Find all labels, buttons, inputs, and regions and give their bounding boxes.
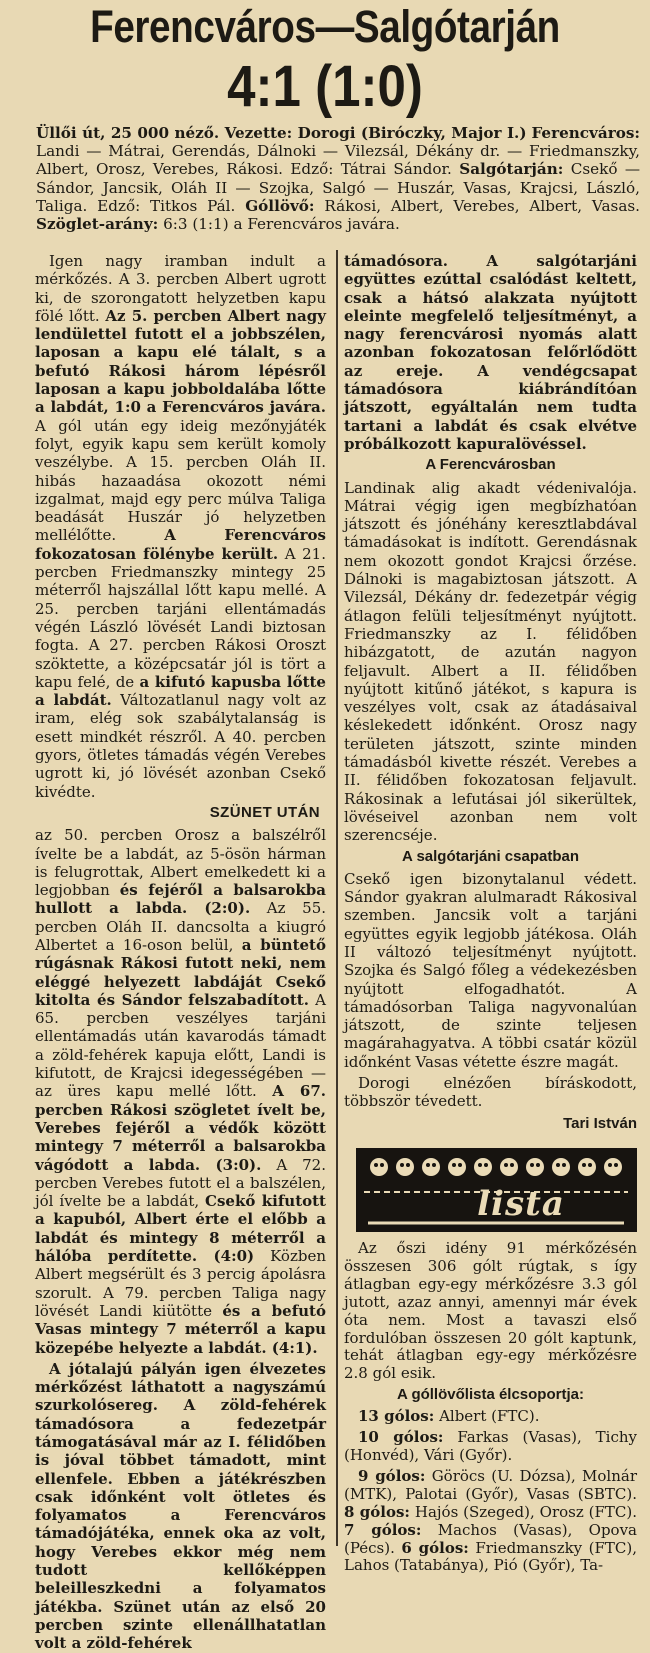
paragraph	[35, 826, 326, 1357]
sbtc-label: Salgótarján:	[459, 160, 564, 179]
text-run: Igen nagy iramban indult a mérkőzés. A 3. percben Albert ugrott ki, de szorongatott helyzetben kapu fölé lőtt.	[35, 252, 326, 325]
lista-column	[344, 1239, 637, 1575]
text-run-bold: 6 gólos:	[401, 1538, 469, 1557]
text-run-bold: 10 gólos:	[358, 1428, 444, 1447]
section-heading: SZÜNET UTÁN	[209, 803, 320, 821]
section-heading: A salgótarjáni csapatban	[402, 847, 579, 865]
author-signature: Tari István	[563, 1114, 637, 1132]
scorers-text: Rákosi, Albert, Verebes, Albert, Vasas.	[324, 196, 641, 215]
venue-info: Üllői út, 25 000 néző. Vezette: Dorogi (Biróczky, Major I.)	[36, 124, 527, 142]
text-run-bold: 13 gólos:	[358, 1407, 435, 1426]
text-run: Farkas (Vasas), Tichy (Honvéd), Vári (Győr).	[344, 1428, 637, 1464]
section-heading: A Ferencvárosban	[425, 456, 556, 474]
text-run: Az 55. percben Oláh II. dancsolta a kiugró Albertet a 16-oson belül,	[35, 899, 327, 954]
match-title: Ferencváros—Salgótarján	[90, 1, 560, 52]
text-run-bold: és a befutó Vasas mintegy 7 méterről a kapu közepébe helyezte a labdát. (4:1).	[35, 1301, 326, 1357]
text-run: A 21. percben Friedmanszky mintegy 25 méterről hajszállal lőtt kapu mellé. A 25. percben tarjáni ellentámadás végén László lövését Landi biztosan fogta. A 27. percben Rákosi Oroszt szöktette, a középcsatár jól is tört a kapu felé, de	[35, 544, 326, 691]
text-run: Közben Albert megsérült és 3 percig ápolásra szorult. A 79. percben Taliga nagy lövését Landi kiütötte	[35, 1247, 326, 1320]
ftc-lineup: Landi — Mátrai, Gerendás, Dálnoki — Vilezsál, Dékány dr. — Friedmanszky, Albert, Orosz, Verebes, Rákosi. Edző: Tátrai Sándor.	[36, 142, 640, 179]
match-summary	[36, 124, 640, 246]
text-run: Göröcs (U. Dózsa), Molnár (MTK), Palotai (Győr), Vasas (SBTC).	[344, 1466, 637, 1503]
text-run-bold: Az 5. percben Albert nagy lendülettel futott el a jobbszélen, laposan a kapu elé tálalt, s a befutó Rákosi három lépésről laposan a kapu jobboldalába lőtte a labdát, 1:0 a Ferencváros javára.	[35, 306, 326, 417]
text-run-bold: a kifutó kapusba lőtte a labdát.	[35, 672, 326, 710]
paragraph: Landinak alig akadt védenivalója. Mátrai végig igen megbízhatóan játszott és jónéhány keresztlabdával támadásokat is indított. Gerendásnak nem okozott gondot Krajcsi őrzése. Dálnoki is magabiztosan játszott. A Vilezsál, Dékány dr. fedezetpár végig átlagon felüli teljesítményt nyújtott. Friedmanszky az I. félidőben hibázgatott, de azután nagyon feljavult. Albert a II. félidőben nyújtott kitűnő játékot, s kapura is veszélyes volt, csak az átadásaival késlekedett időnként. Orosz nagy területen játszott, szinte minden támadásból kivette részét. Verebes a II. félidőben fokozatosan feljavult. Rákosinak a lefutásai jól sikerültek, lövéseivel azonban nem volt szerencséje.	[344, 478, 637, 845]
text-run: Albert (FTC).	[439, 1407, 540, 1426]
text-run: A 65. percben veszélyes tarjáni ellentámadás után kavarodás támadt a zöld-fehérek kapuja előtt, Landi is kifutott, de Krajcsi idegességében — az üres kapu mellé lőtt.	[35, 990, 326, 1101]
text-run: Változatlanul nagy volt az iram, elég sok szabálytalanság is esett mindkét részről. A 40. percben gyors, ötletes támadás végén Verebes ugrott ki, jó lövését azonban Csekő kivédte.	[35, 691, 326, 801]
text-run: Hajós (Szeged), Orosz (FTC).	[414, 1502, 637, 1521]
lista-wordmark: lista	[477, 1184, 565, 1224]
text-run-bold: 9 gólos:	[358, 1466, 426, 1485]
scorers-label: Góllövő:	[245, 196, 315, 215]
text-run: az 50. percben Orosz a balszélről ívelte be a labdát, az 5-ösön hárman is felugrottak, Albert emelkedett ki a legjobban	[35, 826, 326, 900]
corners-label: Szöglet-arány:	[36, 215, 159, 234]
text-run-bold: és fejéről a balsarokba hullott a labda. (2:0).	[35, 881, 326, 918]
list-item	[344, 1429, 637, 1465]
corners-text: 6:3 (1:1) a Ferencváros javára.	[163, 215, 400, 234]
paragraph	[35, 1360, 326, 1653]
match-score: 4:1 (1:0)	[227, 54, 423, 119]
paragraph: Az őszi idény 91 mérkőzésén összesen 306 gólt rúgtak, s így átlagban egy-egy mérkőzésre 3.3 gól jutott, azaz annyi, amennyi már évek óta nem. Most a tavaszi első fordulóban összesen 20 gólt kaptunk, tehát átlagban egy-egy mérkőzésre 2.8 gól esik.	[344, 1239, 637, 1383]
text-run-bold: 7 gólos:	[344, 1520, 422, 1539]
text-run-bold: 8 gólos:	[344, 1502, 410, 1521]
text-run-bold: A Ferencváros fokozatosan fölénybe került.	[35, 526, 326, 563]
section-heading: A góllövőlista élcsoportja:	[397, 1386, 584, 1404]
ftc-label: Ferencváros:	[531, 124, 641, 142]
text-run-bold: Csekő kifutott a kapuból, Albert érte el előbb a labdát és mintegy 8 méterről a hálóba perdítette. (4:0)	[35, 1192, 326, 1266]
paragraph: Dorogi elnézően bíráskodott, többször tévedett.	[344, 1074, 637, 1111]
text-run: Friedmanszky (FTC), Lahos (Tatabánya), Pió (Győr), Ta-	[344, 1538, 637, 1575]
paragraph: Csekő igen bizonytalanul védett. Sándor gyakran alulmaradt Rákosival szemben. Jancsik volt a tarjáni együttes egyik legjobb játékosa. Oláh II változó teljesítményt nyújtott. Szojka és Salgó főleg a védekezésben nyújtott elfogadhatót. A támadósorban Taliga nagyvonalúan játszott, de szinte teljesen magárahagyatva. A többi csatár közül időnként Vasas vétette észre magát.	[344, 869, 637, 1071]
left-column	[35, 252, 327, 1653]
lista-logo	[356, 1148, 637, 1232]
sbtc-lineup: Csekő — Sándor, Jancsik, Oláh II — Szojka, Salgó — Huszár, Vasas, Krajcsi, László, Taliga. Edző: Titkos Pál.	[36, 160, 641, 215]
text-run-bold: támadósora. A salgótarjáni együttes ezúttal csalódást keltett, csak a hátsó alakzata nyújtott eleinte megfelelő teljesítményt, a nagy ferencvárosi nyomás alatt azonban fokozatosan felőrlődött az ereje. A vendégcsapat támadósora kiábrándítóan játszott, egyáltalán nem tudta tartani a labdát és csak elvétve próbálkozott kapuralövéssel.	[344, 252, 637, 453]
text-run: A gól után egy ideig mezőnyjáték folyt, egyik kapu sem került komoly veszélybe. A 15. percben Oláh II. hibás hazaadása okozott némi izgalmat, majd egy perc múlva Taliga beadását Huszár jó helyzetben mellélőtte.	[35, 416, 326, 545]
paragraph	[344, 252, 637, 453]
column-divider	[336, 250, 338, 1546]
text-run-bold: A jótalajú pályán igen élvezetes mérkőzést láthatott a nagyszámú szurkolósereg. A zöld-fehérek támadósora a fedezetpár támogatásával már az I. félidőben is jóval többet támadott, mint ellenfele. Ebben a játékrészben csak időnként volt ötletes és folyamatos a Ferencváros támadójátéka, ennek oka az volt, hogy Verebes ekkor még nem tudott kellőképpen beleilleszkedni a folyamatos játékba. Szünet után az első 20 percben szinte ellenállhatatlan volt a zöld-fehérek	[35, 1359, 326, 1653]
paragraph	[35, 252, 326, 801]
list-item	[344, 1468, 637, 1575]
list-item	[344, 1408, 637, 1426]
right-column	[344, 252, 637, 1142]
text-run-bold: a büntető rúgásnak Rákosi futott neki, nem eléggé helyezett labdáját Csekő kitolta és Sándor felszabadított.	[35, 935, 326, 1009]
text-run: A 72. percben Verebes futott el a balszélen, jól ívelte be a labdát,	[35, 1155, 326, 1211]
text-run-bold: A 67. percben Rákosi szögletet ívelt be, Verebes fejéről a védők között mintegy 7 méterről a balsarokba vágódott a labda. (3:0).	[35, 1082, 326, 1174]
text-run: Machos (Vasas), Opova (Pécs).	[344, 1520, 637, 1557]
